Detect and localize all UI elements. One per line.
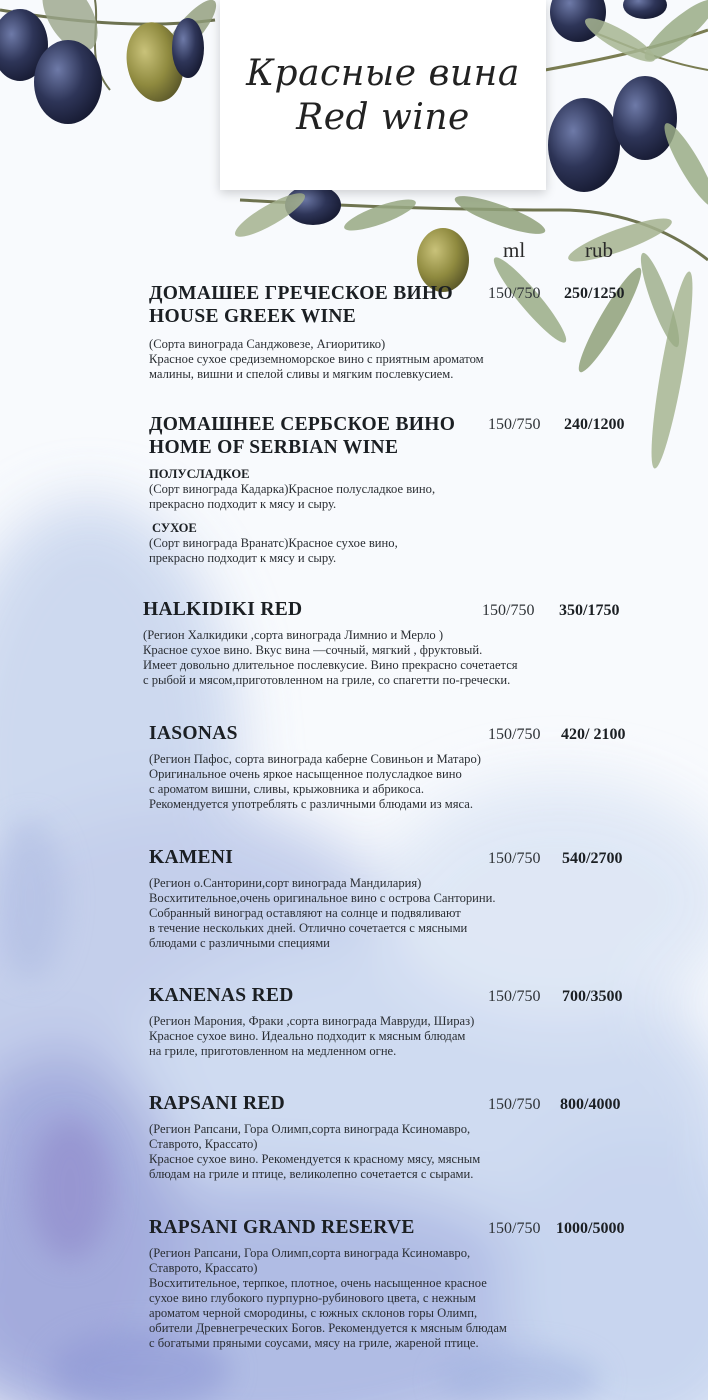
wine-item-kameni	[149, 846, 496, 951]
wine-volume: 150/750	[488, 726, 541, 743]
wine-volume: 150/750	[488, 850, 541, 867]
wine-name-ru: ДОМАШЕЕ ГРЕЧЕСКОЕ ВИНО	[149, 283, 453, 304]
wine-description-line: Красное сухое вино. Вкус вина —сочный, мягкий , фруктовый.	[143, 643, 483, 657]
wine-variant-label: СУХОЕ	[152, 521, 197, 535]
wine-description-line: на гриле, приготовленном на медленном огне.	[149, 1044, 397, 1058]
wine-name: HALKIDIKI RED	[143, 599, 303, 620]
wine-description-line: блюдами с различными специями	[149, 936, 330, 950]
wine-description-line: обители Древнегреческих Богов. Рекомендуется к мясным блюдам	[149, 1321, 507, 1335]
wine-description-line: Красное сухое средиземноморское вино с приятным ароматом	[149, 352, 484, 366]
wine-volume: 150/750	[488, 1220, 541, 1237]
wine-description-line: (Регион о.Санторини,сорт винограда Мандилария)	[149, 876, 422, 890]
wine-description-line: ароматом черной смородины, с южных склонов горы Олимп,	[149, 1306, 478, 1320]
title-card	[220, 0, 546, 190]
wine-item-rapsani-red	[149, 1092, 480, 1182]
wine-volume: 150/750	[488, 988, 541, 1005]
wine-price: 250/1250	[564, 285, 625, 302]
wine-description-line: (Сорт винограда Вранатс)Красное сухое вино,	[149, 536, 398, 550]
wine-price: 420/ 2100	[561, 726, 626, 743]
wine-name: KANENAS RED	[149, 985, 294, 1006]
wine-description-line: Восхитительное,очень оригинальное вино с острова Санторини.	[149, 891, 496, 905]
wine-price: 350/1750	[559, 602, 620, 619]
wine-description-line: в течение нескольких дней. Отлично сочетается с мясными	[149, 921, 468, 935]
wine-name: RAPSANI GRAND RESERVE	[149, 1217, 415, 1238]
wine-description-line: малины, вишни и спелой сливы и мягким послевкусием.	[149, 367, 454, 381]
wine-price: 1000/5000	[556, 1220, 625, 1237]
wine-volume: 150/750	[482, 602, 535, 619]
wine-description-line: (Регион Халкидики ,сорта винограда Лимнио и Мерло )	[143, 628, 444, 642]
wine-name: RAPSANI RED	[149, 1093, 286, 1114]
wine-variant-label: ПОЛУСЛАДКОЕ	[149, 467, 250, 481]
wine-description-line: Ставрото, Крассато)	[149, 1137, 258, 1151]
wine-price: 800/4000	[560, 1096, 621, 1113]
wine-name: IASONAS	[149, 723, 238, 744]
wine-description-line: Красное сухое вино. Идеально подходит к мясным блюдам	[149, 1029, 466, 1043]
wine-item-serbian	[149, 413, 455, 566]
wine-description-line: (Регион Пафос, сорта винограда каберне Совиньон и Матаро)	[149, 752, 481, 766]
wine-price: 700/3500	[562, 988, 623, 1005]
wine-description-line: (Сорта винограда Санджовезе, Агиоритико)	[149, 337, 386, 351]
wine-description-line: с богатыми пряными соусами, мясу на гриле, жареной птице.	[149, 1336, 479, 1350]
wine-description-line: Имеет довольно длительное послевкусие. Вино прекрасно сочетается	[143, 658, 518, 672]
wine-description-line: сухое вино глубокого пурпурно-рубинового цвета, с нежным	[149, 1291, 476, 1305]
wine-volume: 150/750	[488, 1096, 541, 1113]
wine-description-line: (Сорт винограда Кадарка)Красное полусладкое вино,	[149, 482, 436, 496]
wine-item-house-greek	[149, 282, 484, 382]
title-english: Red wine	[296, 97, 470, 138]
wine-price: 540/2700	[562, 850, 623, 867]
wine-description-line: блюдам на гриле и птице, великолепно сочетается с сырами.	[149, 1167, 474, 1181]
wine-item-kanenas-red	[149, 984, 474, 1059]
wine-description-line: Рекомендуется употреблять с различными блюдами из мяса.	[149, 797, 473, 811]
wine-name-en: HOUSE GREEK WINE	[149, 306, 357, 327]
wine-description-line: (Регион Марония, Фраки ,сорта винограда Мавруди, Шираз)	[149, 1014, 475, 1028]
wine-description-line: Восхитительное, терпкое, плотное, очень насыщенное красное	[149, 1276, 487, 1290]
wine-description-line: (Регион Рапсани, Гора Олимп,сорта винограда Ксиномавро,	[149, 1246, 471, 1260]
wine-volume: 150/750	[488, 416, 541, 433]
wine-volume: 150/750	[488, 285, 541, 302]
wine-name: KAMENI	[149, 847, 234, 868]
wine-name-ru: ДОМАШНЕЕ СЕРБСКОЕ ВИНО	[149, 414, 456, 435]
wine-description-line: (Регион Рапсани, Гора Олимп,сорта винограда Ксиномавро,	[149, 1122, 471, 1136]
wine-description-line: прекрасно подходит к мясу и сыру.	[149, 497, 337, 511]
wine-description-line: с рыбой и мясом,приготовленном на гриле, со спагетти по-гречески.	[143, 673, 511, 687]
wine-description-line: Собранный виноград оставляют на солнце и подвяливают	[149, 906, 461, 920]
column-header-rub: rub	[585, 238, 613, 262]
wine-description-line: Ставрото, Крассато)	[149, 1261, 258, 1275]
wine-item-iasonas	[149, 722, 481, 812]
wine-description-line: Красное сухое вино. Рекомендуется к красному мясу, мясным	[149, 1152, 481, 1166]
wine-description-line: с ароматом вишни, сливы, крыжовника и абрикоса.	[149, 782, 424, 796]
title-russian: Красные вина	[246, 53, 520, 94]
wine-price: 240/1200	[564, 416, 625, 433]
wine-item-halkidiki-red	[143, 598, 518, 688]
wine-description-line: Оригинальное очень яркое насыщенное полусладкое вино	[149, 767, 462, 781]
wine-item-rapsani-grand-reserve	[149, 1216, 507, 1351]
wine-description-line: прекрасно подходит к мясу и сыру.	[149, 551, 337, 565]
column-header-ml: ml	[503, 238, 526, 262]
wine-name-en: HOME OF SERBIAN WINE	[149, 437, 399, 458]
